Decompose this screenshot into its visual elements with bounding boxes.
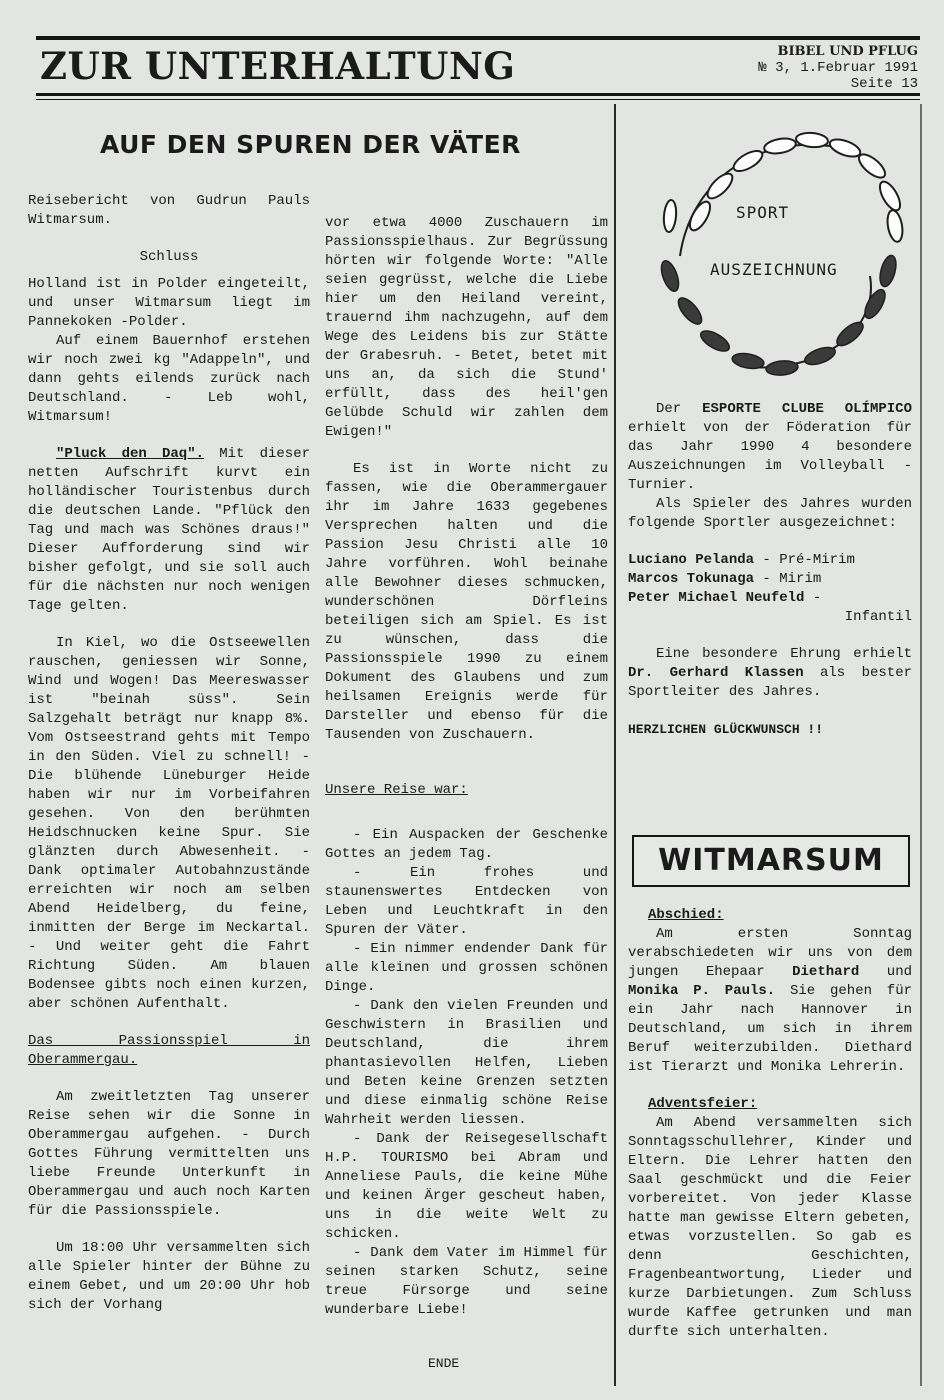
honoree-name: Dr. Gerhard Klassen [628,665,804,681]
paragraph: "Pluck den Daq". Mit dieser netten Aufschrift kurvt ein holländischer Touristenbus durch die deutschen Lande. "Pflück den Tag und mach was Schönes draus!" Dieser Aufforderung sind wir bisher gefolgt, und sie soll auch für die nächsten nur noch wenigen Tage gelten. [28,446,310,614]
issue-info [758,44,918,92]
sport-label: SPORT [736,203,790,222]
list-item: - Ein nimmer endender Dank für alle kleinen und grossen schönen Dinge. [325,941,608,995]
player-row: Peter Michael Neufeld - [628,590,822,606]
subheading-unsere-reise: Unsere Reise war: [325,782,468,798]
congratulations: HERZLICHEN GLÜCKWUNSCH !! [628,722,824,737]
article-title: AUF DEN SPUREN DER VÄTER [100,130,521,159]
paragraph: vor etwa 4000 Zuschauern im Passionsspielhaus. Zur Begrüssung hörten wir folgende Worte: "Alle seien gegrüsst, welche die Liebe hier um den Heiland vereint, trauernd ihm nachzugehn, auf dem Wege des Leidens bis zur Stätte der Grabesruh. - Betet, betet mit uns an, da sich die Stund' erfüllt, dass des heil'gen Gelübde Schuld wir zahlen dem Ewigen!" [325,215,608,440]
laurel-wreath-icon [640,106,910,396]
subheading-adventsfeier: Adventsfeier: [648,1096,758,1112]
article-column-1 [28,192,310,1315]
paragraph: Am Abend versammelten sich Sonntagsschullehrer, Kinder und Eltern. Die Lehrer hatten den Saal geschmückt und die Feier vorbereitet. Von jeder Klasse hatte man gewisse Eltern gebeten, etwas vorzustellen. So gab es denn Geschichten, Fragenbeantwortung, Lieder und kurze Darbietungen. Zum Schluss wurde Kaffee getrunken und man durfte sich unterhalten. [628,1115,912,1340]
paragraph: Am zweitletzten Tag unserer Reise sehen wir die Sonne in Oberammergau aufgehen. - Durch Gottes Führung vermittelten uns liebe Freunde Unterkunft in Oberammergau und auch noch Karten für die Passionsspiele. [28,1089,310,1219]
subheading-schluss: Schluss [139,249,199,265]
header-bottom-rule [36,93,920,96]
paragraph: Als Spieler des Jahres wurden folgende Sportler ausgezeichnet: [628,496,912,531]
section-title: ZUR UNTERHALTUNG [40,44,516,88]
issue-number: № 3, 1.Februar 1991 [758,60,918,76]
sport-column [628,400,912,739]
article-end-marker: ENDE [428,1356,460,1371]
paragraph: Eine besondere Ehrung erhielt Dr. Gerhard Klassen als bester Sportleiter des Jahres. [628,646,912,700]
list-item: - Dank den vielen Freunden und Geschwistern in Brasilien und Deutschland, die ihrem phantasievollen Helfen, Lieben und Beten keine Grenzen setzten und diese einmalig schöne Reise Wahrheit werden liessen. [325,998,608,1128]
list-item: - Ein frohes und staunenswertes Entdecken von Leben und Leuchtkraft in den Spuren der Väter. [325,865,608,938]
header-top-rule [36,36,920,40]
player-row: Marcos Tokunaga - Mirim [628,571,822,587]
paragraph: Holland ist in Polder eingeteilt, und unser Witmarsum liegt im Pannekoken -Polder. [28,276,310,330]
list-item: - Dank der Reisegesellschaft H.P. TOURISMO bei Abram und Anneliese Pauls, die keine Mühe und keinen Ärger gescheut haben, uns in die weite Welt zu schicken. [325,1131,608,1242]
club-name: ESPORTE CLUBE OLÍMPICO [702,401,912,417]
subheading-passionsspiel: Das Passionsspiel in Oberammergau. [28,1033,310,1068]
paragraph: In Kiel, wo die Ostseewellen rauschen, geniessen wir Sonne, Wind und Wogen! Das Meereswasser ist "beinah süss". Sein Salzgehalt beträgt nur knapp 8%. Vom Ostseestrand gehts mit Tempo in den Süden. Viel zu schnell! - Die blühende Lüneburger Heide haben wir nur im Vorbeifahren gesehen. Von den berühmten Heidschnucken keine Spur. Sie glänzten durch Abwesenheit. - Dank optimaler Autobahnzustände erreichten wir noch am selben Abend Heidelberg, du feine, inmitten der Berge im Neckartal. - Und weiter geht die Fahrt Richtung Süden. Am blauen Bodensee gibts noch einen kurzen, aber schönen Aufenthalt. [28,635,310,1012]
paragraph: Um 18:00 Uhr versammelten sich alle Spieler hinter der Bühne zu einem Gebet, und um 20:00 Uhr hob sich der Vorhang [28,1240,310,1313]
list-item: - Dank dem Vater im Himmel für seinen starken Schutz, seine treue Fürsorge und seine wunderbare Liebe! [325,1245,608,1318]
column-divider [614,104,616,1386]
witmarsum-column [628,906,912,1342]
subheading-abschied: Abschied: [648,907,724,923]
award-label: AUSZEICHNUNG [710,260,838,279]
paragraph: Es ist in Worte nicht zu fassen, wie die Oberammergauer ihr im Jahre 1633 gegebenes Versprechen halten und die Passion Jesu Christi alle 10 Jahre vorführen. Wohl beinahe alle Bewohner dieses schmucken, wunderschönen Dörfleins beteiligen sich am Spiel. Es ist zu wünschen, dass die Passionsspiele 1990 zu einem Dokument des Glaubens und zum heilsamen Ereignis werde für Darsteller und ebenso für die Tausenden von Zuschauern. [325,461,608,743]
phrase-pluck-den-daq: "Pluck den Daq". [56,446,204,462]
right-border [920,104,922,1386]
article-column-2 [325,214,608,1320]
player-row: Luciano Pelanda - Pré-Mirim [628,552,855,568]
witmarsum-heading: WITMARSUM [632,835,910,887]
page-number: Seite 13 [850,76,918,92]
publication-name: BIBEL UND PFLUG [777,44,918,59]
list-item: - Ein Auspacken der Geschenke Gottes an jedem Tag. [325,827,608,862]
paragraph: Der ESPORTE CLUBE OLÍMPICO erhielt von der Föderation für das Jahr 1990 4 besondere Auszeichnungen im Volleyball - Turnier. [628,401,912,493]
player-category: Infantil [844,609,912,625]
byline: Reisebericht von Gudrun Pauls Witmarsum. [28,193,310,228]
paragraph: Auf einem Bauernhof erstehen wir noch zwei kg "Adappeln", und dann gehts eilends zurück nach Deutschland. - Leb wohl, Witmarsum! [28,333,310,425]
header-bottom-rule-thin [36,99,920,100]
paragraph: Am ersten Sonntag verabschiedeten wir uns von dem jungen Ehepaar Diethard und Monika P. Pauls. Sie gehen für ein Jahr nach Hannover in Deutschland, um sich in ihrem Beruf weiterzubilden. Diethard ist Tierarzt und Monika Lehrerin. [628,926,912,1075]
